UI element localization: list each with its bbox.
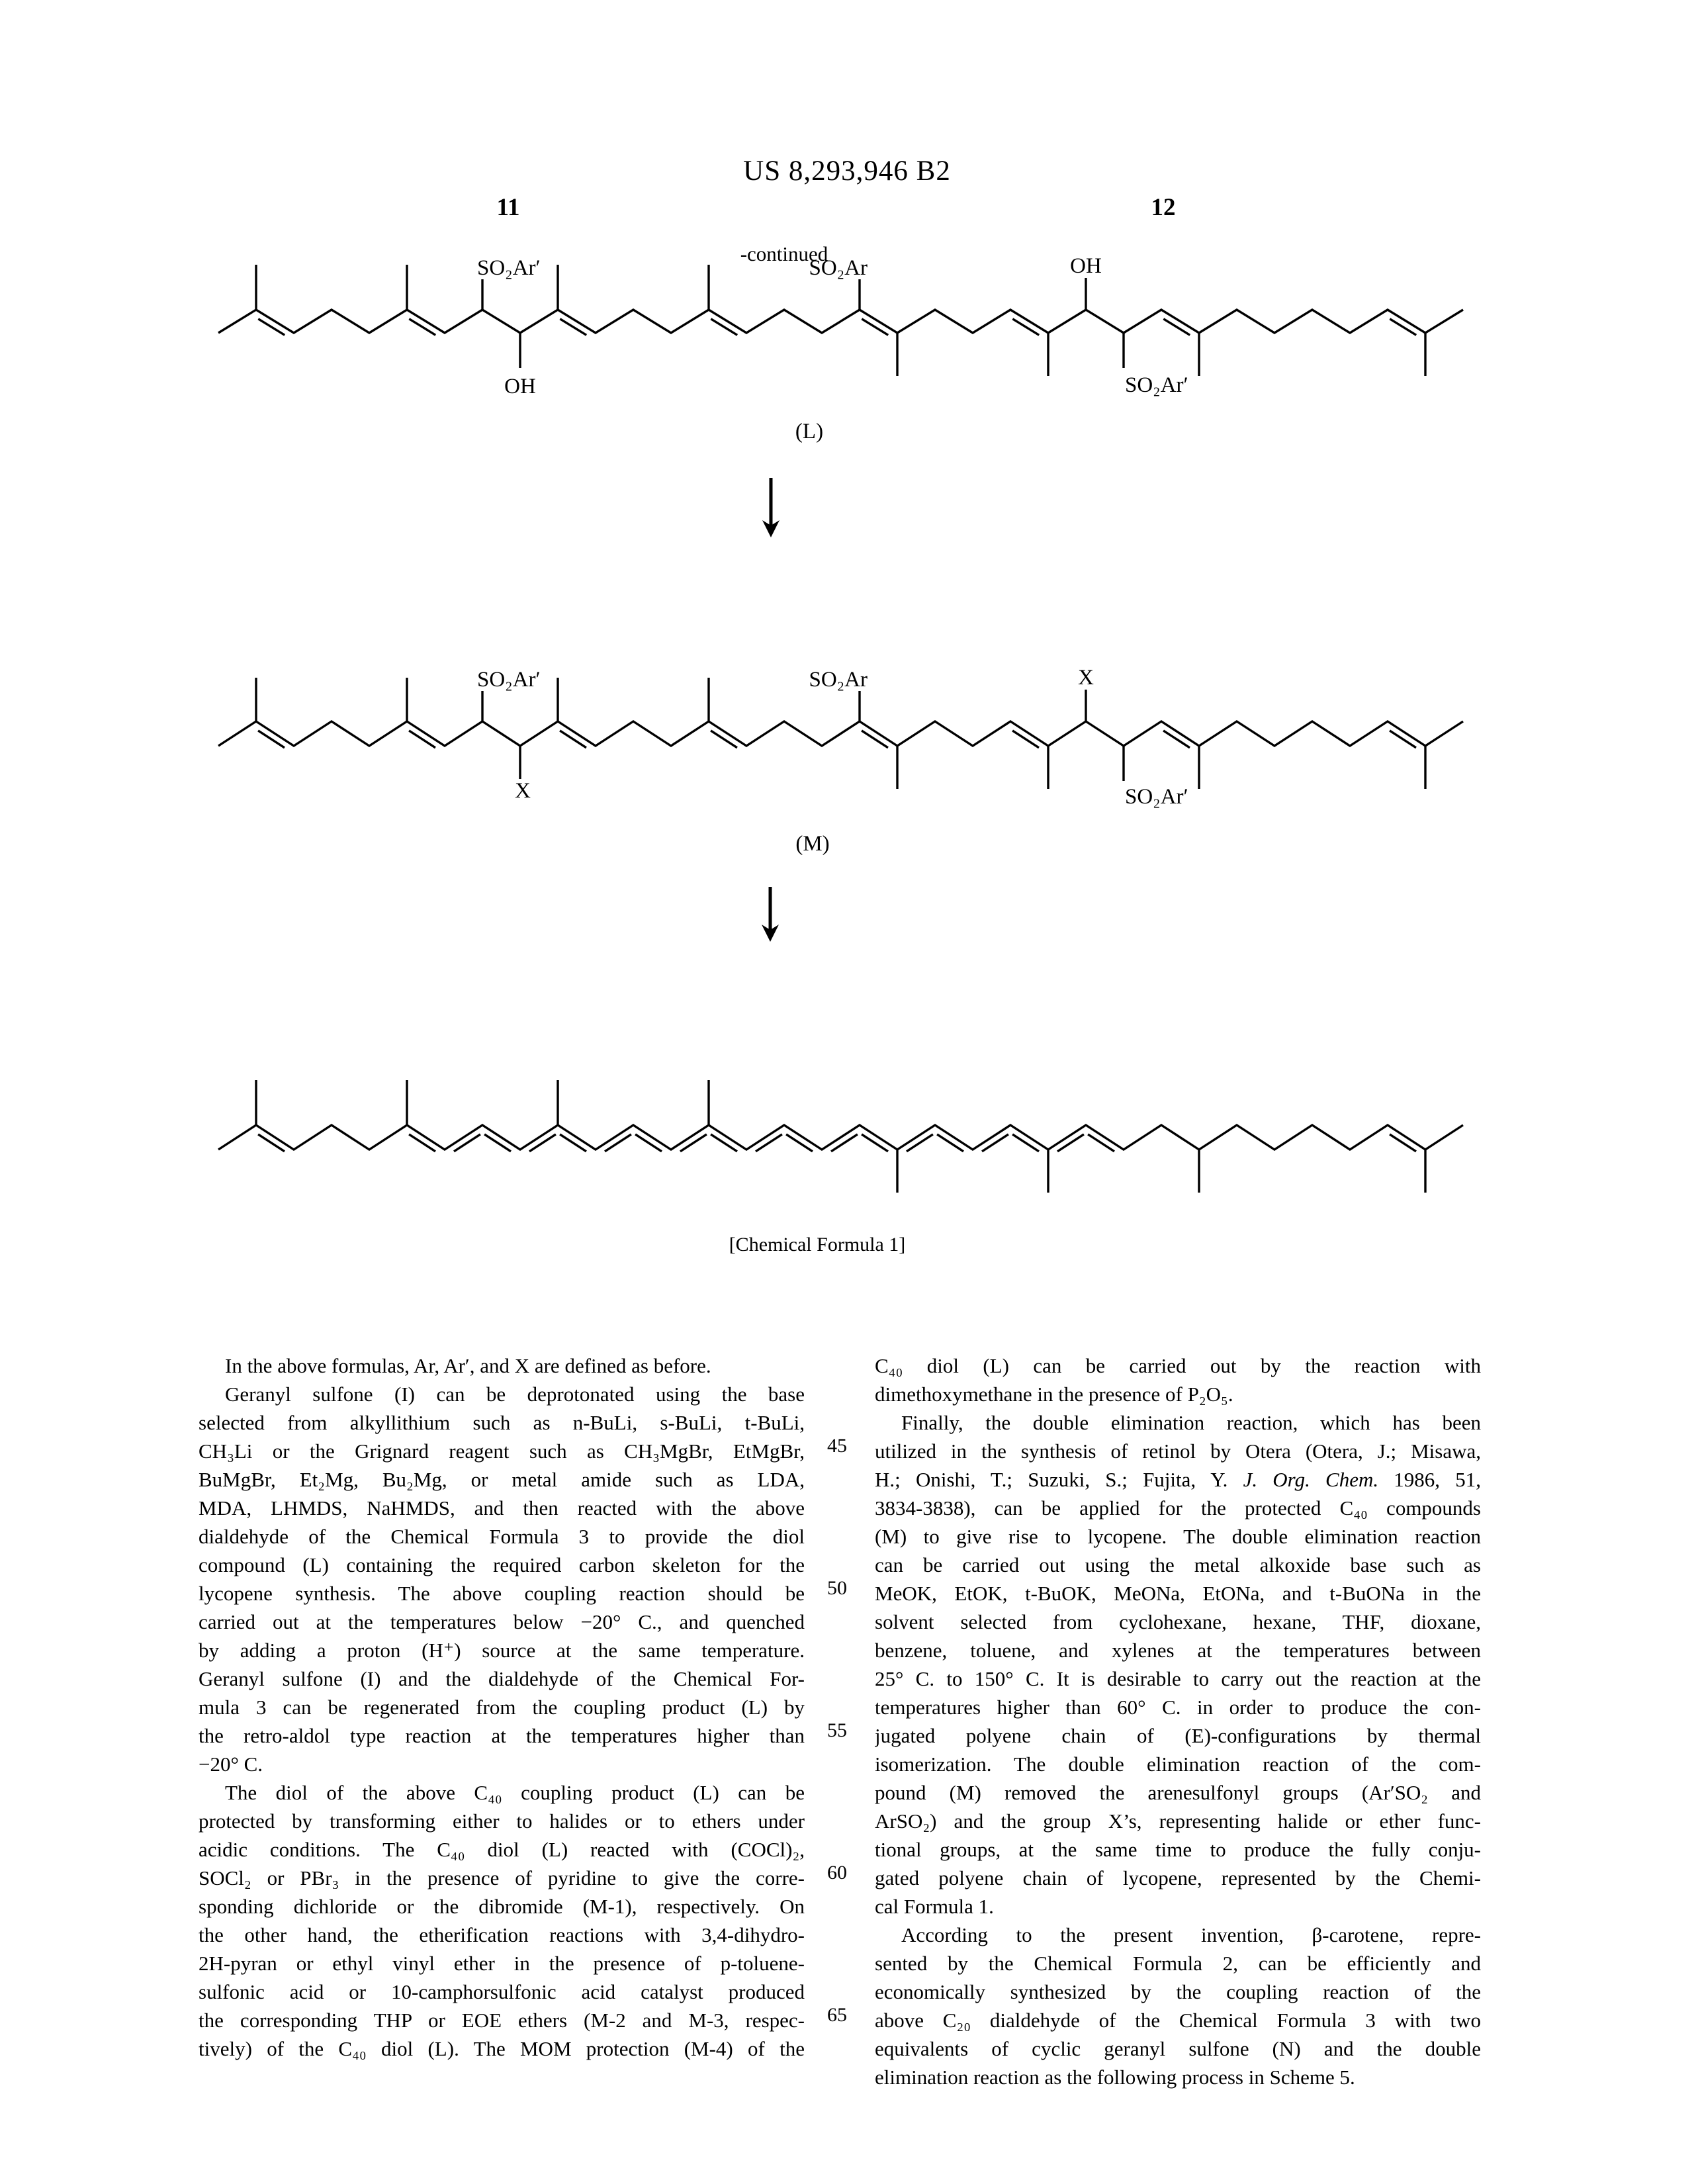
text-line: The diol of the above C₄₀ coupling product (L) can be [225,1781,805,1804]
double-bond-line [711,731,737,748]
text-line: In the above formulas, Ar, Ar′, and X are defined as before. [225,1354,711,1377]
text-line: 2H-pyran or ethyl vinyl ether in the presence of p-toluene- [199,1952,805,1975]
text-line: protected by transforming either to halides or to ethers under [199,1809,805,1833]
text-line: economically synthesized by the coupling reaction of the [875,1980,1481,2003]
text-line: MeOK, EtOK, t-BuOK, MeONa, EtONa, and t-BuONa in the [875,1582,1481,1605]
double-bond-line [1390,1134,1416,1152]
text-line: cal Formula 1. [875,1895,994,1918]
text-line: lycopene synthesis. The above coupling reaction should be [199,1582,805,1605]
text-line: −20° C. [199,1752,263,1776]
text-line: sponding dichloride or the dibromide (M-1), respectively. On [199,1895,805,1918]
text-line: (M) to give rise to lycopene. The double elimination reaction [875,1525,1481,1548]
oh-label: OH [1070,254,1102,278]
chain-bond-path [218,721,1463,746]
text-line: According to the present invention, β-carotene, repre- [901,1923,1481,1946]
so2ar-prime-label: SO₂Ar′ [477,668,541,692]
text-line: equivalents of cyclic geranyl sulfone (N) and the double [875,2037,1481,2060]
double-bond-line [560,1134,586,1152]
double-bond-line [1088,1134,1114,1152]
double-bond-line [1390,319,1416,336]
structure-M [218,666,1463,856]
text-line: dialdehyde of the Chemical Formula 3 to provide the diol [199,1525,805,1548]
gutter-line-number: 60 [827,1862,847,1884]
double-bond-line [560,319,586,336]
text-line: isomerization. The double elimination reaction of the com- [875,1752,1481,1776]
structure-L [218,254,1463,443]
text-line: SOCl₂ or PBr₃ in the presence of pyridine to give the corre- [199,1866,805,1889]
double-bond-line [982,1134,1008,1152]
text-line: pound (M) removed the arenesulfonyl groups (Ar′SO₂ and [875,1781,1481,1804]
double-bond-line [1012,1134,1039,1152]
down-arrow-icon [762,887,779,942]
double-bond-line [605,1134,631,1152]
down-arrow-icon [762,478,780,537]
double-bond-line [409,1134,435,1152]
double-bond-line [711,319,737,336]
double-bond-line [258,319,285,336]
column-number-right: 12 [1151,194,1176,221]
double-bond-line [937,1134,963,1152]
text-line: tively) of the C₄₀ diol (L). The MOM protection (M-4) of the [199,2037,805,2060]
text-line: BuMgBr, Et₂Mg, Bu₂Mg, or metal amide such as LDA, [199,1468,805,1491]
double-bond-line [1057,1134,1084,1152]
structure-L-tag: (L) [795,420,824,443]
text-line: solvent selected from cyclohexane, hexane, THF, dioxane, [875,1610,1481,1633]
double-bond-line [1012,731,1039,748]
chain-bond-path [218,310,1463,333]
text-line: by adding a proton (H⁺) source at the same temperature. [199,1639,805,1662]
double-bond-line [862,1134,888,1152]
text-line: benzene, toluene, and xylenes at the temperatures between [875,1639,1481,1662]
text-line: ArSO₂) and the group X’s, representing halide or ether func- [875,1809,1481,1833]
text-line: MDA, LHMDS, NaHMDS, and then reacted with the above [199,1496,805,1520]
double-bond-line [680,1134,707,1152]
text-line: sulfonic acid or 10-camphorsulfonic acid catalyst produced [199,1980,805,2003]
text-line: the corresponding THP or EOE ethers (M-2 and M-3, respec- [199,2009,805,2032]
page-header-title: US 8,293,946 B2 [743,156,951,187]
text-line: above C₂₀ dialdehyde of the Chemical Formula 3 with two [875,2009,1481,2032]
text-line: jugated polyene chain of (E)-configurations by thermal [875,1724,1481,1747]
double-bond-line [1163,319,1190,336]
double-bond-line [907,1134,933,1152]
gutter-line-number: 65 [827,2004,847,2026]
gutter-line-number: 55 [827,1719,847,1741]
text-line: selected from alkyllithium such as n-BuLi, s-BuLi, t-BuLi, [199,1411,805,1434]
text-line: gated polyene chain of lycopene, represented by the Chemi- [875,1866,1481,1889]
structure-lycopene [218,1080,1463,1255]
double-bond-line [484,1134,511,1152]
text-line: Finally, the double elimination reaction, which has been [901,1411,1481,1434]
text-line: dimethoxymethane in the presence of P₂O₅. [875,1383,1233,1406]
text-line: 25° C. to 150° C. It is desirable to carry out the reaction at the [875,1667,1481,1690]
double-bond-line [560,731,586,748]
double-bond-line [1012,319,1039,336]
double-bond-line [711,1134,737,1152]
text-line: utilized in the synthesis of retinol by Otera (Otera, J.; Misawa, [875,1439,1481,1463]
double-bond-line [454,1134,480,1152]
double-bond-line [409,731,435,748]
double-bond-line [258,731,285,748]
text-line: elimination reaction as the following process in Scheme 5. [875,2066,1355,2089]
text-line: tional groups, at the same time to produce the fully conju- [875,1838,1481,1861]
text-line: 3834-3838), can be applied for the protected C₄₀ compounds [875,1496,1481,1520]
double-bond-line [1390,731,1416,748]
text-line: carried out at the temperatures below −20° C., and quenched [199,1610,805,1633]
gutter-line-number: 45 [827,1435,847,1457]
text-line: Geranyl sulfone (I) can be deprotonated using the base [225,1383,805,1406]
so2ar-label: SO₂Ar [809,256,868,280]
text-line: acidic conditions. The C₄₀ diol (L) reacted with (COCl)₂, [199,1838,805,1861]
double-bond-line [529,1134,556,1152]
text-line: compound (L) containing the required carbon skeleton for the [199,1553,805,1576]
left-text-column [199,1351,805,2063]
double-bond-line [786,1134,813,1152]
double-bond-line [635,1134,662,1152]
text-line: the retro-aldol type reaction at the temperatures higher than [199,1724,805,1747]
so2ar-prime-label: SO₂Ar′ [1125,373,1188,397]
so2ar-prime-label: SO₂Ar′ [1125,785,1188,809]
text-line: CH₃Li or the Grignard reagent such as CH₃MgBr, EtMgBr, [199,1439,805,1463]
continued-label: -continued [740,242,828,265]
text-line: H.; Onishi, T.; Suzuki, S.; Fujita, Y. J. Org. Chem. 1986, 51, [875,1468,1481,1491]
double-bond-line [258,1134,285,1152]
x-label: X [1078,666,1094,690]
double-bond-line [862,731,888,748]
gutter-line-number: 50 [827,1577,847,1599]
text-line: Geranyl sulfone (I) and the dialdehyde of the Chemical For- [199,1667,805,1690]
text-line: temperatures higher than 60° C. in order to produce the con- [875,1696,1481,1719]
structure-lycopene-tag: [Chemical Formula 1] [729,1234,906,1255]
text-line: the other hand, the etherification reactions with 3,4-dihydro- [199,1923,805,1946]
double-bond-line [831,1134,858,1152]
so2ar-label: SO₂Ar [809,668,868,692]
text-line: can be carried out using the metal alkoxide base such as [875,1553,1481,1576]
double-bond-line [1163,731,1190,748]
structure-M-tag: (M) [795,832,830,856]
text-line: mula 3 can be regenerated from the coupling product (L) by [199,1696,805,1719]
double-bond-line [862,319,888,336]
right-text-column [875,1351,1481,2091]
x-label: X [515,779,531,803]
text-line: sented by the Chemical Formula 2, can be efficiently and [875,1952,1481,1975]
text-line: C₄₀ diol (L) can be carried out by the reaction with [875,1354,1481,1377]
column-number-left: 11 [496,194,520,221]
so2ar-prime-label: SO₂Ar′ [477,256,541,280]
double-bond-line [409,319,435,336]
double-bond-line [756,1134,782,1152]
oh-label: OH [504,375,536,398]
